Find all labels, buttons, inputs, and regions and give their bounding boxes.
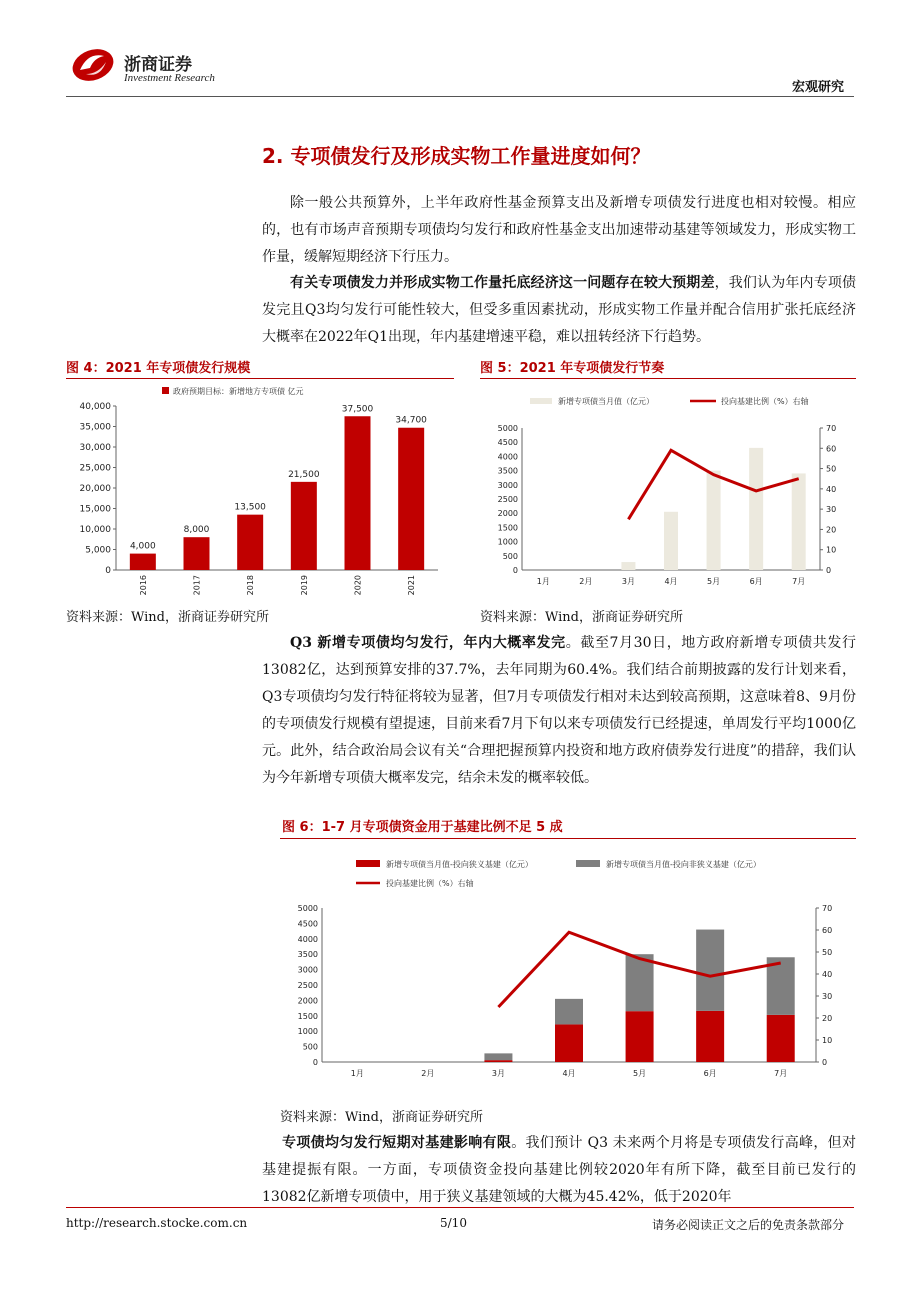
- paragraph-2: [262, 270, 856, 351]
- bar: [792, 473, 806, 570]
- stacked-bar-segment: [555, 1024, 583, 1062]
- y-tick-label: 35,000: [79, 422, 111, 433]
- logo-icon: [70, 44, 116, 84]
- footer-divider: [66, 1207, 854, 1208]
- y-tick-label: 3500: [297, 950, 318, 960]
- paragraph-3: [262, 630, 856, 792]
- y-tick-label: 40,000: [79, 402, 111, 412]
- x-tick-label: 1月: [536, 577, 550, 586]
- y2-tick-label: 20: [826, 525, 837, 535]
- paragraph-4-lead: 专项债均匀发行短期对基建影响有限: [282, 1135, 512, 1151]
- legend-label: 新增专项债当月值-投向狭义基建（亿元）: [386, 860, 533, 869]
- y-tick-label: 0: [312, 1058, 318, 1067]
- figure-6-rule: [280, 838, 856, 839]
- x-tick-label: 2月: [579, 577, 593, 586]
- y-tick-label: 3000: [297, 965, 318, 975]
- y2-tick-label: 60: [822, 926, 833, 935]
- y-tick-label: 2000: [297, 996, 318, 1006]
- figure-4-chart: [66, 382, 456, 600]
- company-name-en: Investment Research: [124, 72, 215, 84]
- paragraph-3-body: 。截至7月30日，地方政府新增专项债共发行13082亿，达到预算安排的37.7%，去年同期为60.4%。我们结合前期披露的发行计划来看，Q3专项债均匀发行特征将较为显著，但7月专项债发行相对未达到较高预期，这意味着8、9月份的专项债发行规模有望提速，目前来看7月下旬以来专项债发行已经提速，单周发行平均1000亿元。此外，结合政治局会议有关“合理把握预算内投资和地方政府债券发行进度”的措辞，我们认为今年新增专项债大概率发完，结余未发的概率较低。: [262, 635, 856, 786]
- y-tick-label: 1500: [297, 1011, 318, 1021]
- paragraph-1: 除一般公共预算外，上半年政府性基金预算支出及新增专项债发行进度也相对较慢。相应的，也有市场声音预期专项债均匀发行和政府性基金支出加速带动基建等领域发力，形成实物工作量，缓解短期经济下行压力。: [262, 195, 856, 265]
- bar: [749, 448, 763, 570]
- y-tick-label: 10,000: [79, 525, 111, 535]
- x-tick-label: 3月: [491, 1069, 505, 1078]
- data-label: 4,000: [129, 541, 156, 552]
- y-tick-label: 500: [502, 551, 518, 561]
- y2-tick-label: 10: [826, 545, 837, 555]
- company-name-cn: 浙商证券: [124, 55, 192, 75]
- x-tick-label: 2016: [138, 575, 148, 596]
- figure-5-chart: [480, 382, 856, 600]
- figure-5-rule: [480, 378, 856, 379]
- header-divider: [66, 96, 854, 97]
- legend-swatch: [356, 860, 380, 867]
- y-tick-label: 4000: [497, 452, 518, 462]
- x-tick-label: 2018: [246, 575, 256, 596]
- y2-tick-label: 0: [826, 566, 832, 575]
- x-tick-label: 4月: [664, 577, 678, 586]
- paragraph-4: [262, 1130, 856, 1211]
- y2-tick-label: 60: [826, 444, 837, 454]
- y-tick-label: 1000: [497, 537, 518, 547]
- report-category: 宏观研究: [791, 80, 844, 95]
- stacked-bar-segment: [696, 930, 724, 1011]
- x-tick-label: 7月: [792, 577, 806, 586]
- y2-tick-label: 70: [826, 424, 837, 433]
- legend-label: 政府预期目标：新增地方专项债 亿元: [173, 387, 304, 396]
- legend-swatch: [576, 860, 600, 867]
- figure-6-title: 图 6：1-7 月专项债资金用于基建比例不足 5 成: [282, 820, 563, 835]
- data-label: 34,700: [395, 415, 427, 426]
- y-tick-label: 4500: [297, 919, 318, 929]
- x-tick-label: 2020: [353, 575, 363, 596]
- section-title: 2. 专项债发行及形成实物工作量进度如何？: [262, 144, 651, 168]
- legend-label: 新增专项债当月值（亿元）: [558, 397, 654, 406]
- x-tick-label: 4月: [562, 1069, 576, 1078]
- legend-label: 投向基建比例（%）右轴: [721, 397, 809, 406]
- stacked-bar-segment: [484, 1060, 512, 1062]
- y-tick-label: 20,000: [79, 484, 111, 494]
- x-tick-label: 2021: [407, 575, 417, 596]
- y2-tick-label: 0: [822, 1058, 828, 1067]
- y-tick-label: 3000: [497, 480, 518, 490]
- bar: [345, 416, 371, 570]
- bar: [237, 515, 263, 570]
- y-tick-label: 0: [105, 566, 111, 576]
- bar: [621, 562, 635, 570]
- x-tick-label: 6月: [703, 1069, 717, 1078]
- paragraph-3-lead: Q3 新增专项债均匀发行，年内大概率发完: [290, 635, 566, 651]
- legend-label: 新增专项债当月值-投向非狭义基建（亿元）: [606, 860, 761, 869]
- x-tick-label: 1月: [350, 1069, 364, 1078]
- paragraph-4-body: 。我们预计 Q3 未来两个月将是专项债发行高峰，但对基建提振有限。一方面，专项债资金投向基建比例较2020年有所下降，截至目前已发行的13082亿新增专项债中，用于狭义基建领域的大概为45.42%，低于2020年: [262, 1135, 856, 1205]
- x-tick-label: 2月: [421, 1069, 435, 1078]
- y-tick-label: 4000: [297, 934, 318, 944]
- y-tick-label: 25,000: [79, 463, 111, 474]
- stacked-bar-segment: [696, 1011, 724, 1062]
- bar: [184, 537, 210, 570]
- bar: [707, 471, 721, 570]
- stacked-bar-segment: [626, 954, 654, 1011]
- x-tick-label: 2019: [299, 575, 309, 596]
- y2-tick-label: 50: [826, 464, 837, 474]
- y2-tick-label: 30: [826, 505, 837, 515]
- y-tick-label: 2000: [497, 509, 518, 519]
- x-tick-label: 6月: [749, 577, 763, 586]
- x-tick-label: 2017: [192, 575, 202, 596]
- y-tick-label: 5,000: [85, 545, 111, 556]
- footer-url[interactable]: http://research.stocke.com.cn: [66, 1216, 248, 1230]
- stacked-bar-segment: [555, 999, 583, 1025]
- y2-tick-label: 10: [822, 1036, 833, 1045]
- data-label: 13,500: [234, 502, 266, 513]
- data-label: 37,500: [341, 404, 374, 415]
- y2-tick-label: 30: [822, 992, 833, 1001]
- figure-4-rule: [66, 378, 454, 379]
- y-tick-label: 0: [512, 566, 518, 575]
- data-label: 8,000: [183, 525, 210, 536]
- figure-4-title: 图 4：2021 年专项债发行规模: [66, 361, 251, 376]
- y-tick-label: 500: [302, 1042, 318, 1052]
- x-tick-label: 7月: [774, 1069, 788, 1078]
- y-tick-label: 5000: [297, 904, 318, 913]
- y-tick-label: 15,000: [79, 504, 111, 515]
- y-tick-label: 3500: [497, 466, 518, 476]
- y-tick-label: 1500: [497, 523, 518, 533]
- footer-disclaimer: 请务必阅读正文之后的免责条款部分: [651, 1218, 844, 1232]
- figure-5-source: 资料来源：Wind，浙商证券研究所: [480, 610, 683, 625]
- stacked-bar-segment: [484, 1053, 512, 1060]
- bar: [291, 482, 317, 570]
- paragraph-2-lead: 有关专项债发力并形成实物工作量托底经济这一问题存在较大预期差: [290, 275, 715, 291]
- y2-tick-label: 70: [822, 904, 833, 913]
- legend-swatch: [162, 387, 169, 394]
- y-tick-label: 30,000: [79, 443, 111, 453]
- legend-swatch: [530, 398, 552, 404]
- figure-4-source: 资料来源：Wind，浙商证券研究所: [66, 610, 269, 625]
- figure-5-title: 图 5：2021 年专项债发行节奏: [480, 361, 665, 376]
- data-label: 21,500: [288, 469, 320, 480]
- y2-tick-label: 40: [826, 484, 837, 494]
- footer-page-number: 5/10: [440, 1216, 467, 1230]
- bar: [664, 512, 678, 570]
- y2-tick-label: 40: [822, 970, 833, 979]
- y-tick-label: 5000: [497, 424, 518, 433]
- stacked-bar-segment: [626, 1011, 654, 1062]
- x-tick-label: 5月: [633, 1069, 647, 1078]
- y2-tick-label: 50: [822, 948, 833, 957]
- y-tick-label: 2500: [497, 495, 518, 504]
- paragraph-2-body: ，我们认为年内专项债发完且Q3均匀发行可能性较大，但受多重因素扰动，形成实物工作量并配合信用扩张托底经济大概率在2022年Q1出现，年内基建增速平稳，难以扭转经济下行趋势。: [262, 275, 857, 345]
- y-tick-label: 4500: [497, 438, 518, 448]
- x-tick-label: 3月: [621, 577, 635, 586]
- figure-6-source: 资料来源：Wind，浙商证券研究所: [280, 1110, 483, 1125]
- legend-label: 投向基建比例（%）右轴: [386, 879, 474, 888]
- bar: [398, 428, 424, 570]
- stacked-bar-segment: [767, 1015, 795, 1062]
- bar: [130, 554, 156, 570]
- y2-tick-label: 20: [822, 1014, 833, 1023]
- y-tick-label: 2500: [297, 981, 318, 990]
- y-tick-label: 1000: [297, 1027, 318, 1037]
- x-tick-label: 5月: [707, 577, 721, 586]
- figure-6-chart: [280, 842, 856, 1098]
